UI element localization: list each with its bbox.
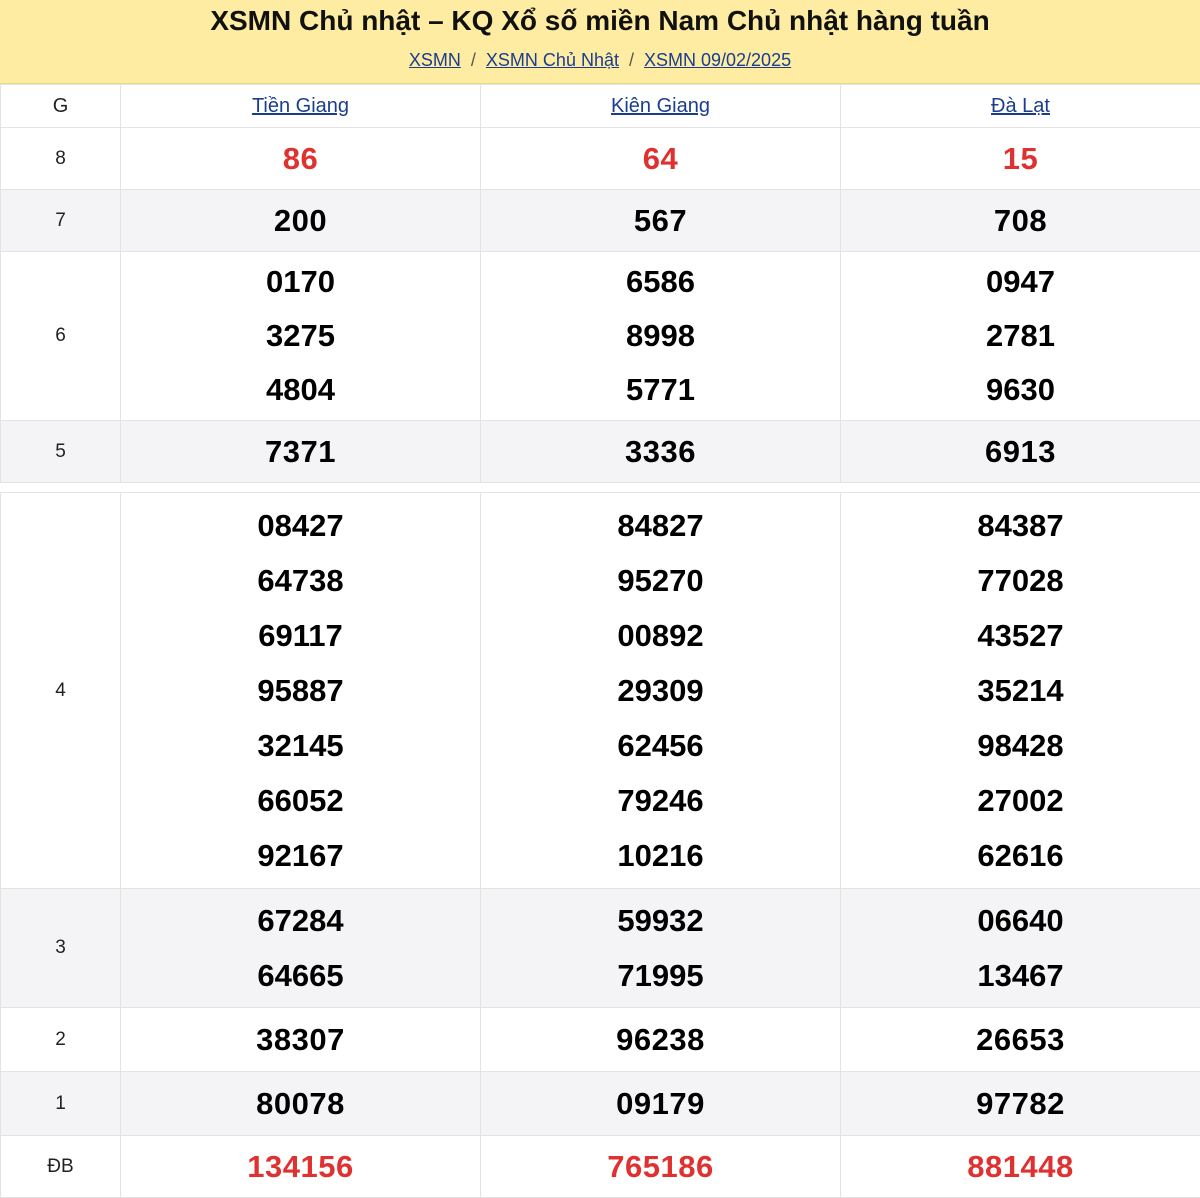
table-header-row <box>1 85 1200 128</box>
province-link-da-lat[interactable]: Đà Lạt <box>991 95 1050 117</box>
prize-label: 6 <box>1 252 121 421</box>
prize-number: 6913 <box>841 421 1200 483</box>
prize-label: ĐB <box>1 1136 121 1198</box>
prize-number: 64 <box>481 128 841 190</box>
province-header-tien-giang <box>121 85 481 128</box>
prize-numbers-cell <box>481 252 841 421</box>
prize-number: 9630 <box>841 363 1200 417</box>
prize-number: 08427 <box>121 498 480 553</box>
prize-number: 2781 <box>841 309 1200 363</box>
province-header-kien-giang <box>481 85 841 128</box>
special-prize-number: 881448 <box>841 1136 1200 1198</box>
prize-number: 77028 <box>841 553 1200 608</box>
prize-label: 5 <box>1 421 121 483</box>
prize-row-special <box>1 1136 1200 1198</box>
prize-number: 86 <box>121 128 481 190</box>
prize-number: 29309 <box>481 663 840 718</box>
prize-numbers-cell <box>841 493 1200 889</box>
prize-row-4 <box>1 493 1200 889</box>
prize-number: 00892 <box>481 608 840 663</box>
prize-number: 5771 <box>481 363 840 417</box>
prize-label: 7 <box>1 190 121 252</box>
prize-number: 8998 <box>481 309 840 363</box>
prize-number: 71995 <box>481 948 840 1003</box>
prize-number: 64665 <box>121 948 480 1003</box>
breadcrumb-separator: / <box>471 50 476 70</box>
breadcrumb-link-xsmn[interactable]: XSMN <box>409 50 461 70</box>
prize-number: 200 <box>121 190 481 252</box>
page-title: XSMN Chủ nhật – KQ Xổ số miền Nam Chủ nhật hàng tuần <box>0 0 1200 38</box>
table-gap <box>1 483 1200 493</box>
prize-number: 27002 <box>841 773 1200 828</box>
prize-row-2 <box>1 1008 1200 1072</box>
prize-column-header: G <box>1 85 121 128</box>
prize-number: 84827 <box>481 498 840 553</box>
prize-number: 62616 <box>841 828 1200 883</box>
prize-numbers-cell <box>121 252 481 421</box>
prize-label: 3 <box>1 889 121 1008</box>
province-link-kien-giang[interactable]: Kiên Giang <box>611 95 710 117</box>
prize-number: 0947 <box>841 255 1200 309</box>
prize-number: 66052 <box>121 773 480 828</box>
prize-number: 62456 <box>481 718 840 773</box>
prize-label: 8 <box>1 128 121 190</box>
prize-numbers-cell <box>121 493 481 889</box>
prize-number: 80078 <box>121 1072 481 1136</box>
prize-number: 7371 <box>121 421 481 483</box>
prize-number: 95887 <box>121 663 480 718</box>
prize-row-3 <box>1 889 1200 1008</box>
prize-numbers-cell <box>841 889 1200 1008</box>
prize-number: 98428 <box>841 718 1200 773</box>
prize-number: 95270 <box>481 553 840 608</box>
prize-numbers-cell <box>481 889 841 1008</box>
prize-number: 38307 <box>121 1008 481 1072</box>
prize-number: 32145 <box>121 718 480 773</box>
breadcrumb-link-date[interactable]: XSMN 09/02/2025 <box>644 50 791 70</box>
prize-number: 06640 <box>841 893 1200 948</box>
prize-number: 26653 <box>841 1008 1200 1072</box>
prize-number: 67284 <box>121 893 480 948</box>
prize-number: 3336 <box>481 421 841 483</box>
prize-row-6 <box>1 252 1200 421</box>
breadcrumb-link-sunday[interactable]: XSMN Chủ Nhật <box>486 50 619 70</box>
prize-row-7 <box>1 190 1200 252</box>
province-header-da-lat <box>841 85 1200 128</box>
prize-numbers-cell <box>841 252 1200 421</box>
prize-number: 09179 <box>481 1072 841 1136</box>
prize-number: 13467 <box>841 948 1200 1003</box>
prize-number: 6586 <box>481 255 840 309</box>
prize-number: 0170 <box>121 255 480 309</box>
breadcrumb-separator: / <box>629 50 634 70</box>
prize-number: 708 <box>841 190 1200 252</box>
prize-number: 3275 <box>121 309 480 363</box>
prize-row-5 <box>1 421 1200 483</box>
prize-number: 35214 <box>841 663 1200 718</box>
prize-label: 2 <box>1 1008 121 1072</box>
special-prize-number: 765186 <box>481 1136 841 1198</box>
prize-numbers-cell <box>121 889 481 1008</box>
prize-row-8 <box>1 128 1200 190</box>
prize-number: 10216 <box>481 828 840 883</box>
prize-number: 84387 <box>841 498 1200 553</box>
prize-number: 92167 <box>121 828 480 883</box>
breadcrumb <box>0 50 1200 71</box>
prize-label: 4 <box>1 493 121 889</box>
prize-number: 96238 <box>481 1008 841 1072</box>
prize-number: 59932 <box>481 893 840 948</box>
province-link-tien-giang[interactable]: Tiền Giang <box>252 95 349 117</box>
page-header <box>0 0 1200 84</box>
prize-number: 64738 <box>121 553 480 608</box>
prize-row-1 <box>1 1072 1200 1136</box>
results-table <box>0 84 1200 1198</box>
prize-number: 69117 <box>121 608 480 663</box>
prize-number: 4804 <box>121 363 480 417</box>
prize-number: 43527 <box>841 608 1200 663</box>
special-prize-number: 134156 <box>121 1136 481 1198</box>
prize-number: 79246 <box>481 773 840 828</box>
prize-number: 15 <box>841 128 1200 190</box>
prize-number: 567 <box>481 190 841 252</box>
prize-numbers-cell <box>481 493 841 889</box>
prize-label: 1 <box>1 1072 121 1136</box>
prize-number: 97782 <box>841 1072 1200 1136</box>
